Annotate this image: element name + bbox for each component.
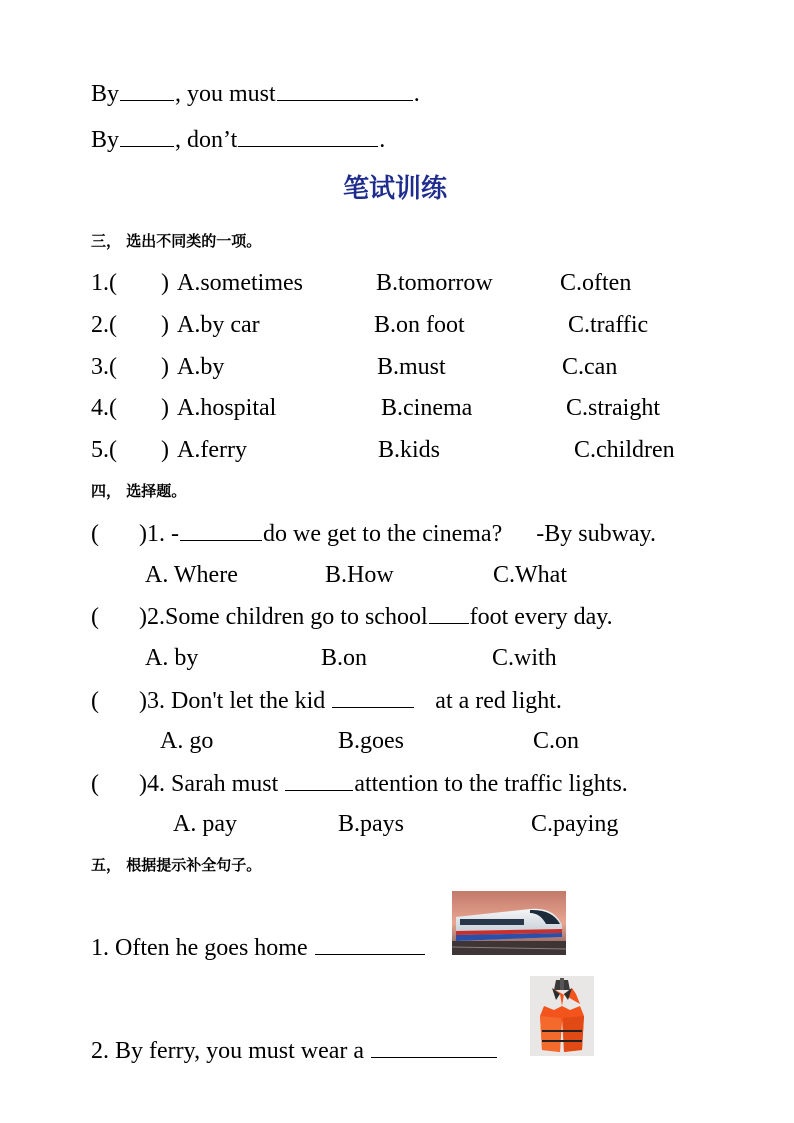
question-1: ( )1. - do we get to the cinema? -By subway. <box>91 518 656 549</box>
answer-blank <box>277 78 413 101</box>
list-item: 2.( ) A.by car B.on foot C.traffic <box>91 312 649 338</box>
list-item: 3.( ) A.by B.must C.can <box>91 354 618 380</box>
page-title: 笔试训练 <box>343 174 448 204</box>
section-4-heading: 四， 选择题。 <box>91 482 187 500</box>
train-picture <box>452 891 566 955</box>
answer-blank <box>371 1035 497 1058</box>
answer-blank <box>120 124 174 147</box>
question-3: ( )3. Don't let the kid at a red light. <box>91 685 562 716</box>
question-2-options: A. by B.on C.with <box>145 645 557 671</box>
answer-blank <box>315 932 425 955</box>
fill-sentence-2: 2. By ferry, you must wear a <box>91 1035 498 1066</box>
question-4: ( )4. Sarah must attention to the traffic lights. <box>91 768 628 799</box>
life-vest-picture <box>530 976 594 1056</box>
answer-blank <box>238 124 378 147</box>
list-item: 5.( ) A.ferry B.kids C.children <box>91 437 675 463</box>
section-5-heading: 五， 根据提示补全句子。 <box>91 856 262 874</box>
answer-blank <box>120 78 174 101</box>
question-3-options: A. go B.goes C.on <box>160 728 580 754</box>
list-item: 4.( ) A.hospital B.cinema C.straight <box>91 395 660 421</box>
sentence-by-must: By , you must . <box>91 78 420 109</box>
question-1-options: A. Where B.How C.What <box>145 562 567 588</box>
answer-blank <box>332 685 414 708</box>
question-4-options: A. pay B.pays C.paying <box>173 811 619 837</box>
answer-blank <box>285 768 353 791</box>
list-item: 1.( ) A.sometimes B.tomorrow C.often <box>91 270 632 296</box>
sentence-by-dont: By , don’t . <box>91 124 385 155</box>
section-3-heading: 三， 选出不同类的一项。 <box>91 232 262 250</box>
answer-blank <box>180 518 262 541</box>
fill-sentence-1: 1. Often he goes home <box>91 932 426 963</box>
answer-blank <box>429 601 469 624</box>
question-2: ( )2.Some children go to school foot every day. <box>91 601 613 632</box>
